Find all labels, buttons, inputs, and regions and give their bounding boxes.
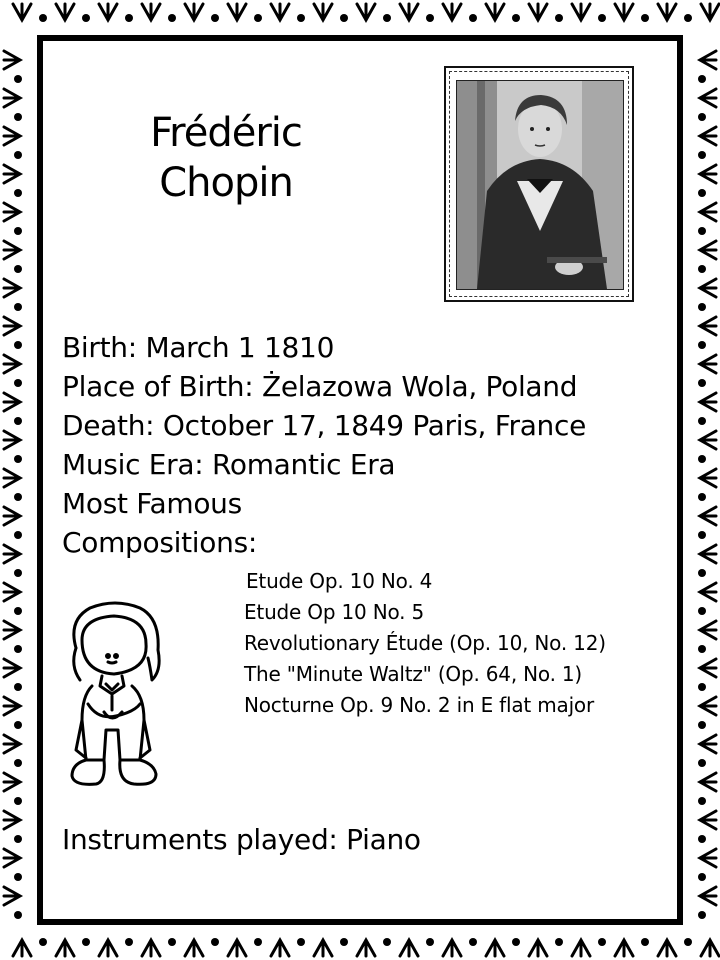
border-dot bbox=[512, 14, 520, 22]
border-arrow bbox=[700, 735, 716, 753]
border-dot bbox=[254, 14, 262, 22]
border-arrow bbox=[700, 469, 716, 487]
border-dot bbox=[82, 938, 90, 946]
border-dot bbox=[14, 569, 22, 577]
border-arrow bbox=[700, 811, 716, 829]
border-dot bbox=[14, 379, 22, 387]
border-dot bbox=[14, 835, 22, 843]
border-dot bbox=[512, 938, 520, 946]
border-dot bbox=[698, 797, 706, 805]
border-arrow bbox=[185, 4, 203, 20]
border-arrow bbox=[56, 940, 74, 956]
border-arrow bbox=[529, 4, 547, 20]
border-arrow bbox=[572, 4, 590, 20]
border-arrow bbox=[357, 940, 375, 956]
border-arrow bbox=[13, 4, 31, 20]
border-arrow bbox=[4, 773, 20, 791]
border-arrow bbox=[4, 431, 20, 449]
compositions-list bbox=[244, 566, 664, 721]
border-arrow bbox=[4, 127, 20, 145]
border-arrow bbox=[4, 355, 20, 373]
composition-item: Revolutionary Étude (Op. 10, No. 12) bbox=[244, 631, 606, 655]
border-arrow bbox=[700, 697, 716, 715]
border-arrow bbox=[700, 317, 716, 335]
border-arrow bbox=[400, 940, 418, 956]
border-dot bbox=[14, 341, 22, 349]
border-arrow bbox=[700, 393, 716, 411]
border-dot bbox=[14, 265, 22, 273]
border-dot bbox=[698, 227, 706, 235]
border-dot bbox=[698, 721, 706, 729]
border-arrow bbox=[443, 4, 461, 20]
border-dot bbox=[211, 938, 219, 946]
border-dot bbox=[426, 938, 434, 946]
border-dot bbox=[698, 493, 706, 501]
border-arrow bbox=[658, 4, 676, 20]
instruments-played: Instruments played: Piano bbox=[62, 823, 421, 856]
border-arrow bbox=[4, 51, 20, 69]
border-arrow bbox=[4, 621, 20, 639]
border-arrow bbox=[56, 4, 74, 20]
border-arrow bbox=[700, 203, 716, 221]
border-dot bbox=[698, 341, 706, 349]
border-dot bbox=[698, 569, 706, 577]
border-dot bbox=[39, 14, 47, 22]
border-dot bbox=[14, 759, 22, 767]
portrait-photo bbox=[456, 80, 624, 290]
border-dot bbox=[698, 911, 706, 919]
border-arrow bbox=[4, 507, 20, 525]
border-dot bbox=[698, 835, 706, 843]
border-arrow bbox=[700, 279, 716, 297]
border-dot bbox=[254, 938, 262, 946]
border-dot bbox=[14, 455, 22, 463]
title-first-name: Frédéric bbox=[150, 110, 302, 156]
composition-item: The "Minute Waltz" (Op. 64, No. 1) bbox=[244, 662, 583, 686]
border-arrow bbox=[4, 241, 20, 259]
composition-item: Etude Op. 10 No. 4 bbox=[246, 569, 433, 593]
border-dot bbox=[698, 75, 706, 83]
border-dot bbox=[14, 797, 22, 805]
border-dot bbox=[555, 14, 563, 22]
border-dot bbox=[82, 14, 90, 22]
border-dot bbox=[698, 265, 706, 273]
border-dot bbox=[168, 938, 176, 946]
border-dot bbox=[14, 417, 22, 425]
border-arrow bbox=[314, 940, 332, 956]
border-dot bbox=[698, 455, 706, 463]
border-arrow bbox=[4, 583, 20, 601]
border-dot bbox=[340, 938, 348, 946]
border-dot bbox=[14, 227, 22, 235]
border-arrow bbox=[700, 849, 716, 867]
border-arrow bbox=[700, 355, 716, 373]
border-dot bbox=[125, 14, 133, 22]
border-dot bbox=[698, 607, 706, 615]
border-dot bbox=[426, 14, 434, 22]
fact-birth: Birth: March 1 1810 bbox=[62, 331, 335, 364]
border-arrow bbox=[4, 469, 20, 487]
border-dot bbox=[641, 938, 649, 946]
chopin-cartoon-illustration bbox=[60, 600, 170, 800]
border-arrow bbox=[142, 940, 160, 956]
border-arrow bbox=[271, 940, 289, 956]
border-dot bbox=[598, 938, 606, 946]
border-arrow bbox=[700, 165, 716, 183]
border-arrow bbox=[486, 4, 504, 20]
border-dot bbox=[297, 938, 305, 946]
page-title bbox=[120, 108, 332, 208]
border-dot bbox=[469, 14, 477, 22]
border-dot bbox=[125, 938, 133, 946]
border-arrow bbox=[4, 697, 20, 715]
border-dot bbox=[698, 759, 706, 767]
composition-item: Etude Op 10 No. 5 bbox=[244, 600, 424, 624]
border-dot bbox=[14, 75, 22, 83]
border-arrow bbox=[701, 940, 719, 956]
border-arrow bbox=[615, 940, 633, 956]
border-dot bbox=[168, 14, 176, 22]
border-dot bbox=[383, 14, 391, 22]
border-dot bbox=[14, 721, 22, 729]
border-arrow bbox=[185, 940, 203, 956]
border-arrow bbox=[700, 545, 716, 563]
border-dot bbox=[555, 938, 563, 946]
border-arrow bbox=[700, 583, 716, 601]
border-dot bbox=[14, 531, 22, 539]
border-arrow bbox=[4, 545, 20, 563]
border-dot bbox=[340, 14, 348, 22]
border-arrow bbox=[357, 4, 375, 20]
border-arrow bbox=[4, 165, 20, 183]
border-dot bbox=[14, 683, 22, 691]
border-dot bbox=[698, 645, 706, 653]
border-arrow bbox=[700, 773, 716, 791]
border-dot bbox=[698, 303, 706, 311]
border-arrow bbox=[700, 51, 716, 69]
border-dot bbox=[698, 873, 706, 881]
border-dot bbox=[14, 645, 22, 653]
border-dot bbox=[469, 938, 477, 946]
border-arrow bbox=[4, 317, 20, 335]
fact-death: Death: October 17, 1849 Paris, France bbox=[62, 409, 587, 442]
border-dot bbox=[14, 607, 22, 615]
border-arrow bbox=[228, 4, 246, 20]
border-arrow bbox=[99, 940, 117, 956]
title-last-name: Chopin bbox=[159, 160, 293, 206]
border-dot bbox=[14, 303, 22, 311]
facts-list bbox=[62, 328, 682, 562]
border-arrow bbox=[700, 887, 716, 905]
border-arrow bbox=[4, 659, 20, 677]
border-dot bbox=[598, 14, 606, 22]
border-arrow bbox=[4, 887, 20, 905]
border-dot bbox=[684, 14, 692, 22]
border-arrow bbox=[700, 431, 716, 449]
border-arrow bbox=[13, 940, 31, 956]
fact-place-of-birth: Place of Birth: Żelazowa Wola, Poland bbox=[62, 370, 578, 403]
border-arrow bbox=[4, 203, 20, 221]
border-arrow bbox=[4, 89, 20, 107]
fact-famous-heading-line2: Compositions: bbox=[62, 526, 257, 559]
border-arrow bbox=[4, 279, 20, 297]
border-dot bbox=[698, 189, 706, 197]
fact-famous-heading-line1: Most Famous bbox=[62, 487, 242, 520]
border-dot bbox=[698, 151, 706, 159]
portrait-frame bbox=[444, 66, 634, 302]
border-dot bbox=[39, 938, 47, 946]
border-dot bbox=[14, 151, 22, 159]
border-arrow bbox=[700, 241, 716, 259]
composition-item: Nocturne Op. 9 No. 2 in E flat major bbox=[244, 693, 594, 717]
border-dot bbox=[14, 493, 22, 501]
border-arrow bbox=[4, 849, 20, 867]
border-dot bbox=[698, 113, 706, 121]
border-dot bbox=[14, 911, 22, 919]
border-arrow bbox=[572, 940, 590, 956]
border-arrow bbox=[701, 4, 719, 20]
border-arrow bbox=[700, 127, 716, 145]
border-arrow bbox=[700, 659, 716, 677]
border-dot bbox=[698, 379, 706, 387]
border-arrow bbox=[400, 4, 418, 20]
border-arrow bbox=[271, 4, 289, 20]
border-arrow bbox=[4, 811, 20, 829]
border-arrow bbox=[314, 4, 332, 20]
border-arrow bbox=[443, 940, 461, 956]
border-dot bbox=[211, 14, 219, 22]
border-arrow bbox=[700, 507, 716, 525]
fact-music-era: Music Era: Romantic Era bbox=[62, 448, 396, 481]
border-arrow bbox=[615, 4, 633, 20]
portrait-illustration bbox=[457, 81, 623, 289]
border-dot bbox=[698, 417, 706, 425]
border-dot bbox=[297, 14, 305, 22]
border-dot bbox=[14, 189, 22, 197]
border-arrow bbox=[4, 393, 20, 411]
border-dot bbox=[684, 938, 692, 946]
border-arrow bbox=[142, 4, 160, 20]
border-arrow bbox=[4, 735, 20, 753]
border-dot bbox=[14, 113, 22, 121]
border-dot bbox=[383, 938, 391, 946]
border-arrow bbox=[99, 4, 117, 20]
border-arrow bbox=[700, 89, 716, 107]
border-dot bbox=[698, 531, 706, 539]
border-arrow bbox=[658, 940, 676, 956]
border-dot bbox=[641, 14, 649, 22]
border-arrow bbox=[529, 940, 547, 956]
border-dot bbox=[14, 873, 22, 881]
border-arrow bbox=[700, 621, 716, 639]
border-arrow bbox=[228, 940, 246, 956]
border-arrow bbox=[486, 940, 504, 956]
border-dot bbox=[698, 683, 706, 691]
